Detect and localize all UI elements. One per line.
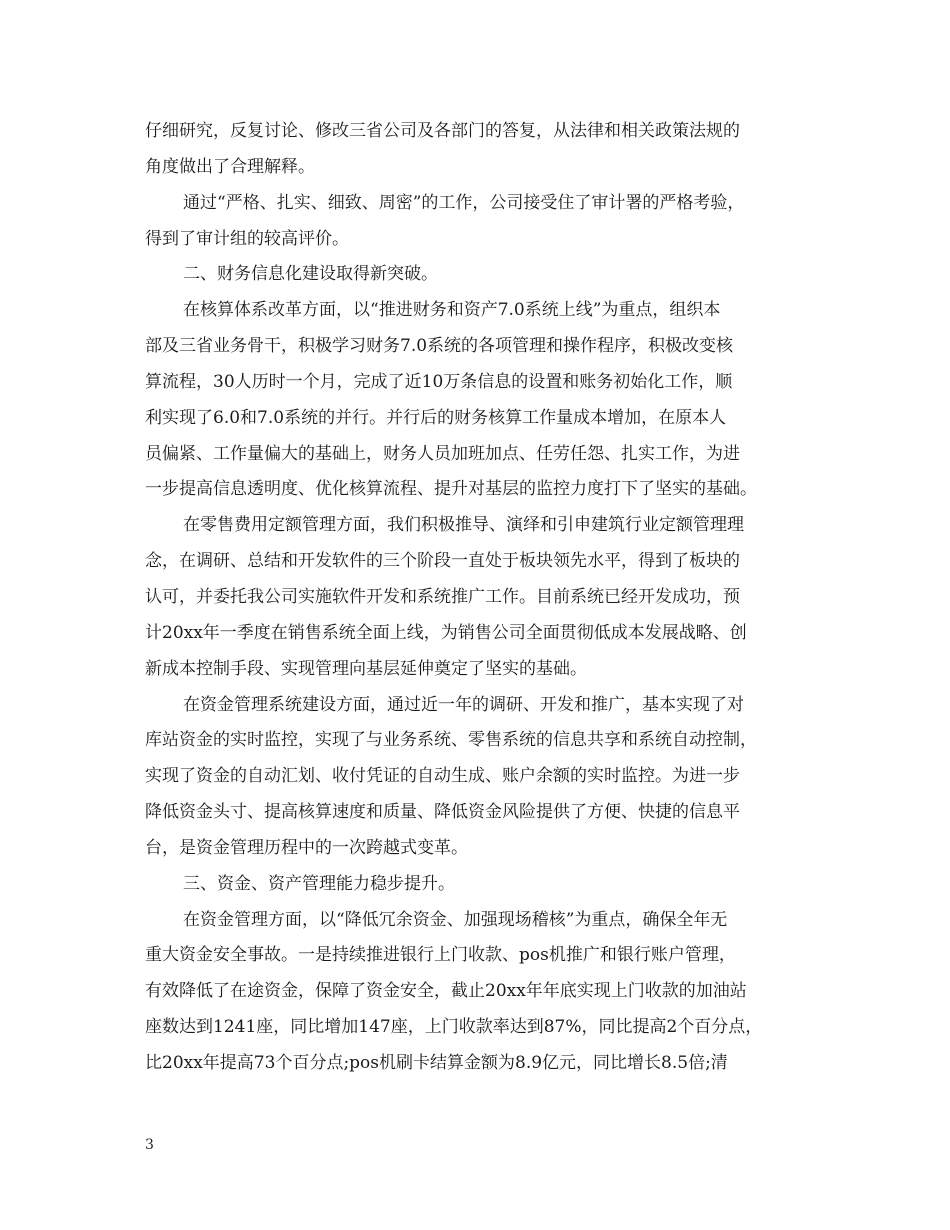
page-number: 3 bbox=[145, 1137, 154, 1153]
text-line: 实现了资金的自动汇划、收付凭证的自动生成、账户余额的实时监控。为进一步 bbox=[145, 766, 740, 787]
text-line: 认可，并委托我公司实施软件开发和系统推广工作。目前系统已经开发成功，预 bbox=[145, 586, 740, 607]
text-line: 二、财务信息化建设取得新突破。 bbox=[183, 264, 438, 285]
text-line: 在资金管理方面，以“降低冗余资金、加强现场稽核”为重点，确保全年无 bbox=[183, 909, 728, 930]
text-line: 算流程，30人历时一个月，完成了近10万条信息的设置和账务初始化工作，顺 bbox=[145, 371, 733, 392]
text-line: 在核算体系改革方面，以“推进财务和资产7.0系统上线”为重点，组织本 bbox=[183, 300, 721, 321]
text-line: 有效降低了在途资金，保障了资金安全，截止20xx年年底实现上门收款的加油站 bbox=[145, 981, 747, 1002]
text-line: 念，在调研、总结和开发软件的三个阶段一直处于板块领先水平，得到了板块的 bbox=[145, 551, 740, 572]
text-line: 座数达到1241座，同比增加147座，上门收款率达到87%，同比提高2个百分点， bbox=[145, 1017, 763, 1038]
text-line: 库站资金的实时监控，实现了与业务系统、零售系统的信息共享和系统自动控制， bbox=[145, 730, 757, 751]
text-line: 计20xx年一季度在销售系统全面上线，为销售公司全面贯彻低成本发展战略、创 bbox=[145, 622, 747, 643]
text-line: 比20xx年提高73个百分点;pos机刷卡结算金额为8.9亿元，同比增长8.5倍;清 bbox=[145, 1052, 728, 1073]
text-line: 通过“严格、扎实、细致、周密”的工作，公司接受住了审计署的严格考验， bbox=[183, 192, 745, 213]
text-line: 部及三省业务骨干，积极学习财务7.0系统的各项管理和操作程序，积极改变核 bbox=[145, 336, 734, 357]
text-line: 新成本控制手段、实现管理向基层延伸奠定了坚实的基础。 bbox=[145, 658, 587, 679]
text-line: 角度做出了合理解释。 bbox=[145, 156, 315, 177]
text-line: 降低资金头寸、提高核算速度和质量、降低资金风险提供了方便、快捷的信息平 bbox=[145, 802, 740, 823]
text-line: 台，是资金管理历程中的一次跨越式变革。 bbox=[145, 837, 468, 858]
text-line: 得到了审计组的较高评价。 bbox=[145, 228, 349, 249]
text-line: 重大资金安全事故。一是持续推进银行上门收款、pos机推广和银行账户管理， bbox=[145, 945, 736, 966]
text-line: 一步提高信息透明度、优化核算流程、提升对基层的监控力度打下了坚实的基础。 bbox=[145, 479, 757, 500]
document-body bbox=[145, 114, 805, 1082]
text-line: 三、资金、资产管理能力稳步提升。 bbox=[183, 873, 455, 894]
text-line: 在零售费用定额管理方面，我们积极推导、演绎和引申建筑行业定额管理理 bbox=[183, 515, 744, 536]
text-line: 利实现了6.0和7.0系统的并行。并行后的财务核算工作量成本增加，在原本人 bbox=[145, 407, 727, 428]
text-line: 在资金管理系统建设方面，通过近一年的调研、开发和推广，基本实现了对 bbox=[183, 694, 744, 715]
text-line: 员偏紧、工作量偏大的基础上，财务人员加班加点、任劳任怨、扎实工作，为进 bbox=[145, 443, 740, 464]
text-line: 仔细研究，反复讨论、修改三省公司及各部门的答复，从法律和相关政策法规的 bbox=[145, 121, 740, 141]
